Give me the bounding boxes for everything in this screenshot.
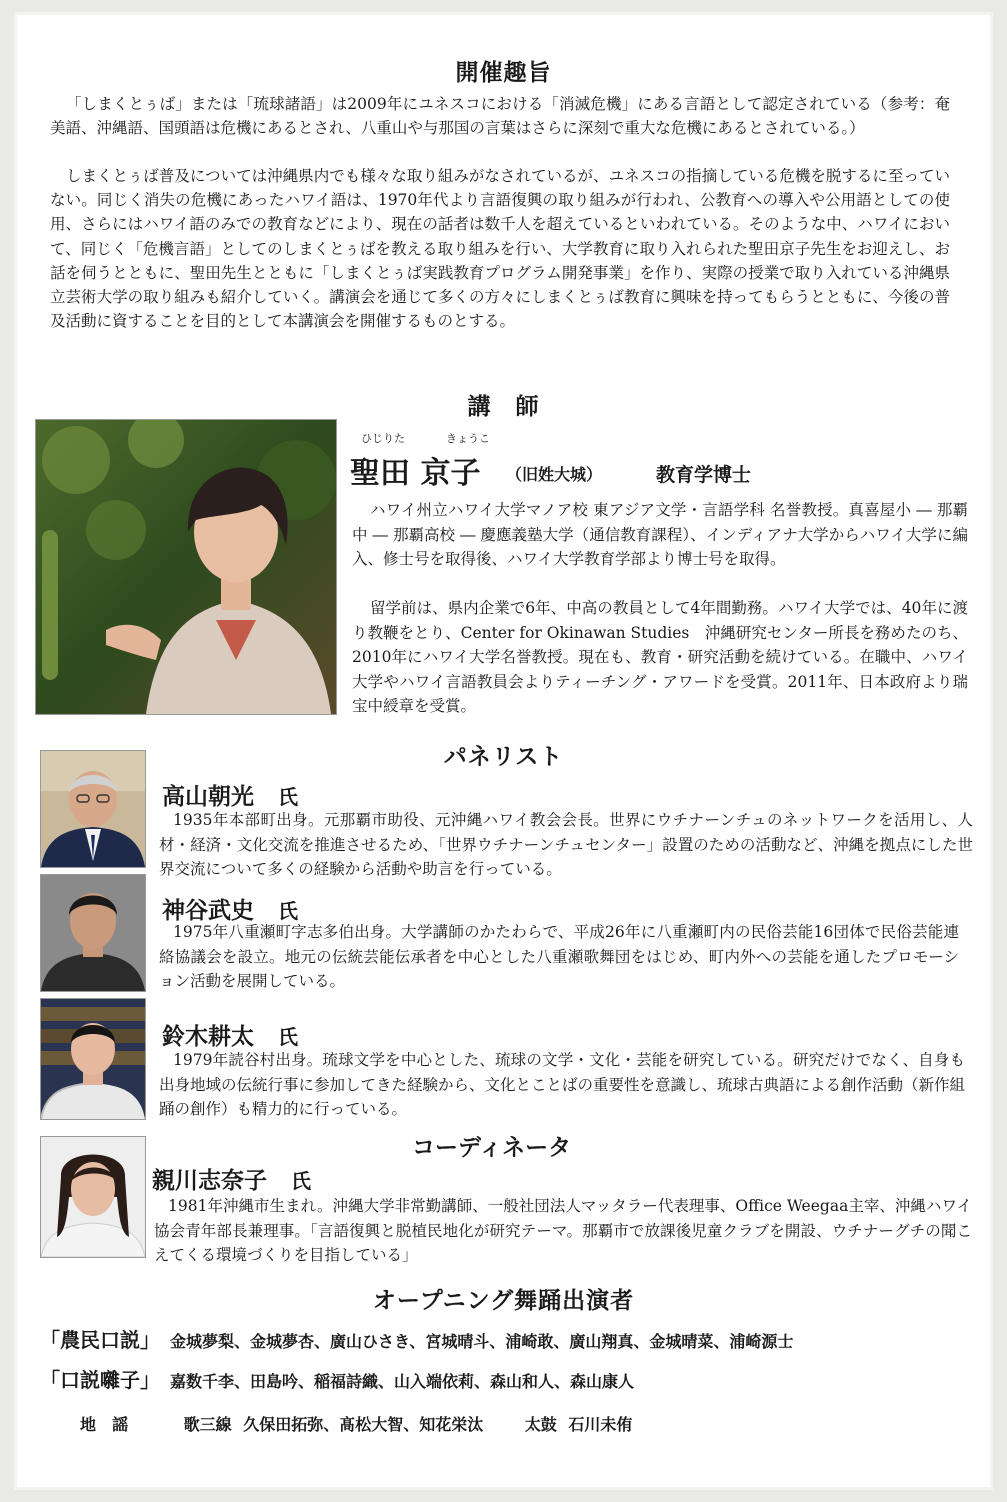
portrait-panelist-3-image [41,999,145,1119]
panelists-heading: パネリスト [443,744,564,770]
flyer-page [14,12,993,1490]
dance-title-1: 「農民口説」 [40,1328,160,1352]
panelist-1-honorific: 氏 [278,785,298,809]
coordinator-photo [40,1136,146,1258]
performers-row-2 [40,1364,634,1393]
opening-heading: オープニング舞踊出演者 [372,1288,635,1314]
musicians-row [80,1412,632,1435]
purpose-heading: 開催趣旨 [455,60,552,86]
coordinator-name [152,1162,311,1195]
coordinator-honorific: 氏 [291,1169,311,1193]
lecturer-photo [35,419,337,715]
panelist-3-photo [40,998,146,1120]
coordinator-name-text: 親川志奈子 [152,1168,267,1194]
coordinator-bio: 1981年沖縄市生まれ。沖縄大学非常勤講師、一般社団法人マッタラー代表理事、Office Weegaa主宰、沖縄ハワイ協会青年部長兼理事。「言語復興と脱植民地化が研究テーマ。那覇市で放課後児童クラブを開設、ウチナーグチの聞こえてくる環境づくりを目指している」 [154,1197,972,1264]
panelist-1-name-text: 高山朝光 [162,784,254,810]
lecturer-ruby-family: ひじりた [361,432,405,445]
portrait-lecturer-image [36,420,336,714]
dance-performers-1: 金城夢梨、金城夢杏、廣山ひさき、宮城晴斗、浦崎敢、廣山翔真、金城晴菜、浦崎源士 [170,1332,794,1351]
portrait-panelist-2-image [41,875,145,991]
panelist-1-bio: 1935年本部町出身。元那覇市助役、元沖縄ハワイ教会会長。世界にウチナーンチュのネットワークを活用し、人材・経済・文化交流を推進させるため、「世界ウチナーンチュセンター」設置のための活動など、沖縄を拠点にした世界交流について多くの経験から活動や助言を行っている。 [159,811,973,878]
panelist-3-honorific: 氏 [278,1025,298,1049]
purpose-paragraph-2: しまくとぅば普及については沖縄県内でも様々な取り組みがなされているが、ユネスコの指摘している危機を脱するに至っていない。同じく消失の危機にあったハワイ語は、1970年代より言語復興の取り組みが行われ、公教育への導入や公用語としての使用、さらにはハワイ語のみでの教育などにより、現在の話者は数千人を超えているといわれている。そのような中、ハワイにおいて、同じく「危機言語」としてのしまくとぅばを教える取り組みを行い、大学教育に取り入れられた聖田京子先生をお迎えし、お話を伺うとともに、聖田先生とともに「しまくとぅば実践教育プログラム開発事業」を作り、実際の授業で取り入れている沖縄県立芸術大学の取り組みも紹介していく。講演会を通じて多くの方々にしまくとぅば教育に興味を持ってもらうとともに、今後の普及活動に資することを目的として本講演会を開催するものとする。 [50,167,950,331]
drum-player: 石川未侑 [568,1415,633,1434]
panelist-1-name [162,778,298,811]
portrait-coordinator-image [41,1137,145,1257]
portrait-panelist-1-image [41,751,145,867]
performers-row-1 [40,1324,793,1353]
lecturer-former-name: （旧姓大城） [506,465,603,484]
sanshin-players: 久保田拓弥、髙松大智、知花栄汰 [243,1415,484,1434]
panelist-2-honorific: 氏 [278,899,298,923]
panelist-2-photo [40,874,146,992]
panelist-3-name-text: 鈴木耕太 [162,1024,254,1050]
drum-label: 太鼓 [524,1415,557,1434]
panelist-2-bio: 1975年八重瀬町字志多伯出身。大学講師のかたわらで、平成26年に八重瀬町内の民俗芸能16団体で民俗芸能連絡協議会を設立。地元の伝統芸能伝承者を中心とした八重瀬歌舞団をはじめ、町内外への芸能を通したプロモーション活動を展開している。 [159,923,959,990]
dance-title-2: 「口説囃子」 [40,1368,160,1392]
panelist-3-bio: 1979年読谷村出身。琉球文学を中心とした、琉球の文学・文化・芸能を研究している。研究だけでなく、自身も出身地域の伝統行事に参加してきた経験から、文化とことばの重要性を意識し、琉球古典語による創作活動（新作組踊の創作）も精力的に行っている。 [159,1051,966,1118]
lecturer-degree: 教育学博士 [656,464,752,486]
panelist-3-name [162,1018,298,1051]
panelist-1-photo [40,750,146,868]
lecturer-name: 聖田 京子 [350,456,481,491]
lecturer-heading: 講 師 [467,394,540,420]
sanshin-label: 歌三線 [183,1415,232,1434]
panelist-2-name-text: 神谷武史 [162,898,254,924]
lecturer-ruby-given: きょうこ [446,432,490,445]
coordinator-heading: コーディネータ [412,1135,572,1161]
lecturer-bio-1: ハワイ州立ハワイ大学マノア校 東アジア文学・言語学科 名誉教授。真喜屋小 ― 那覇中 ― 那覇高校 ― 慶應義塾大学（通信教育課程）、インディアナ大学からハワイ大学に編入、修士号を取得後、ハワイ大学教育学部より博士号を取得。 [352,501,968,568]
lecturer-bio-2: 留学前は、県内企業で6年、中高の教員として4年間勤務。ハワイ大学では、40年に渡り教鞭をとり、Center for Okinawan Studies 沖縄研究センター所長を務めたのち、2010年にハワイ大学名誉教授。現在も、教育・研究活動を続けている。在職中、ハワイ大学やハワイ言語教員会よりティーチング・アワードを受賞。2011年、日本政府より瑞宝中綬章を受賞。 [352,599,968,715]
purpose-paragraph-1: 「しまくとぅば」または「琉球諸語」は2009年にユネスコにおける「消滅危機」にある言語として認定されている（参考：奄美語、沖縄語、国頭語は危機にあるとされ、八重山や与那国の言葉はさらに深刻で重大な危機にあるとされている。） [50,95,950,138]
dance-performers-2: 嘉数千李、田島吟、稲福詩織、山入端依莉、森山和人、森山康人 [170,1372,635,1391]
jiutai-label: 地 謡 [80,1415,129,1434]
